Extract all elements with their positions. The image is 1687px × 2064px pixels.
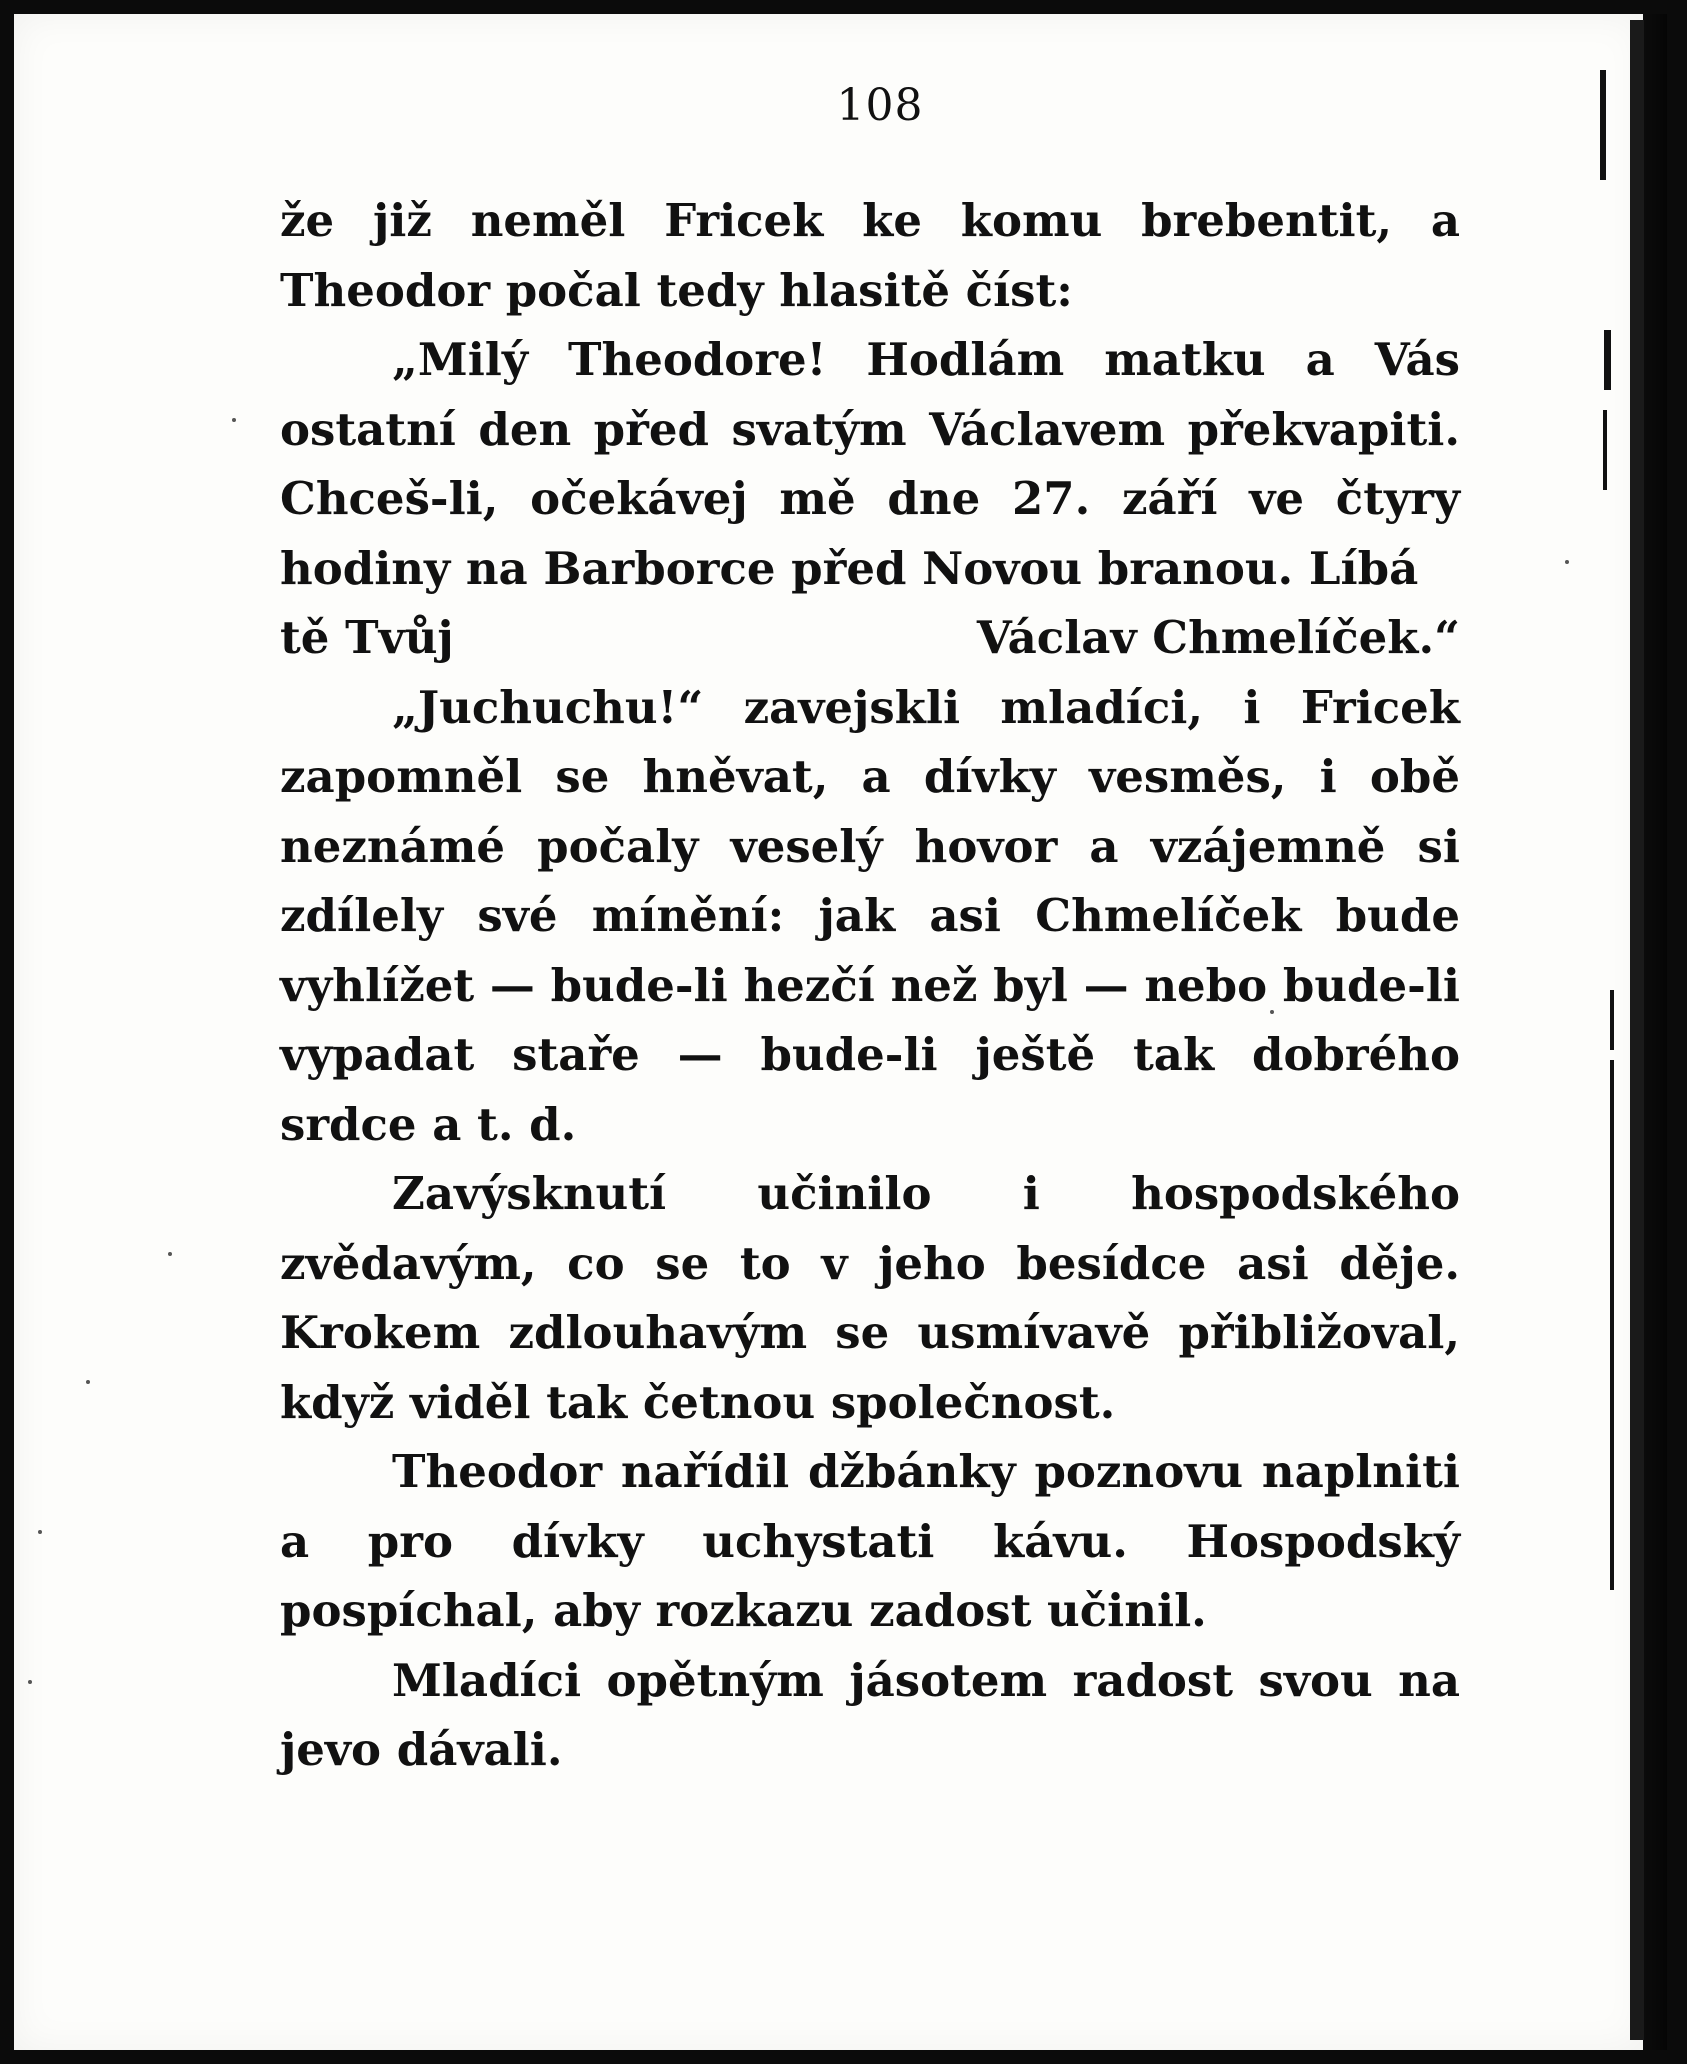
edge-mark — [1630, 20, 1644, 2040]
paragraph: že již neměl Fricek ke komu brebentit, a Theodor počal tedy hlasitě číst: — [280, 194, 1460, 317]
speck — [1565, 560, 1569, 564]
paragraph: Zavýsknutí učinilo i hospodského zvědavým, co se to v jeho besídce asi děje. Krokem zdlouhavým se usmívavě přibližoval, když viděl tak četnou společnost. — [280, 1167, 1460, 1429]
speck — [28, 1680, 32, 1684]
letter-signature — [280, 603, 1460, 673]
paragraph: „Juchuchu!“ zavejskli mladíci, i Fricek zapomněl se hněvat, a dívky vesměs, i obě neznámé počaly veselý hovor a vzájemně si zdílely své mínění: jak asi Chmelíček bude vyhlížet — bude-li hezčí než byl — nebo bude-li vypadat staře — bude-li ještě tak dobrého srdce a t. d. — [280, 680, 1460, 1151]
signature-greeting: tě Tvůj — [280, 611, 454, 664]
edge-mark — [1610, 1060, 1614, 1590]
edge-mark — [1604, 330, 1611, 390]
speck — [86, 1380, 90, 1384]
paragraph: „Milý Theodore! Hodlám matku a Vás ostatní den před svatým Václavem překvapiti. Chceš-li, očekávej mě dne 27. září ve čtyry hodiny na Barborce před Novou branou. Líbá — [280, 333, 1460, 595]
signature-name: Václav Chmelíček.“ — [976, 611, 1460, 664]
paragraph: Theodor nařídil džbánky poznovu naplniti a pro dívky uchystati kávu. Hospodský pospíchal, aby rozkazu zadost učinil. — [280, 1445, 1460, 1637]
edge-mark — [1603, 410, 1607, 490]
page-edge-shadow — [1643, 14, 1667, 2050]
page-number: 108 — [836, 80, 924, 131]
body-text — [280, 186, 1460, 1785]
edge-mark — [1610, 990, 1614, 1050]
speck — [232, 418, 236, 422]
speck — [168, 1252, 172, 1256]
paragraph: Mladíci opětným jásotem radost svou na jevo dávali. — [280, 1653, 1460, 1776]
speck — [38, 1530, 42, 1534]
